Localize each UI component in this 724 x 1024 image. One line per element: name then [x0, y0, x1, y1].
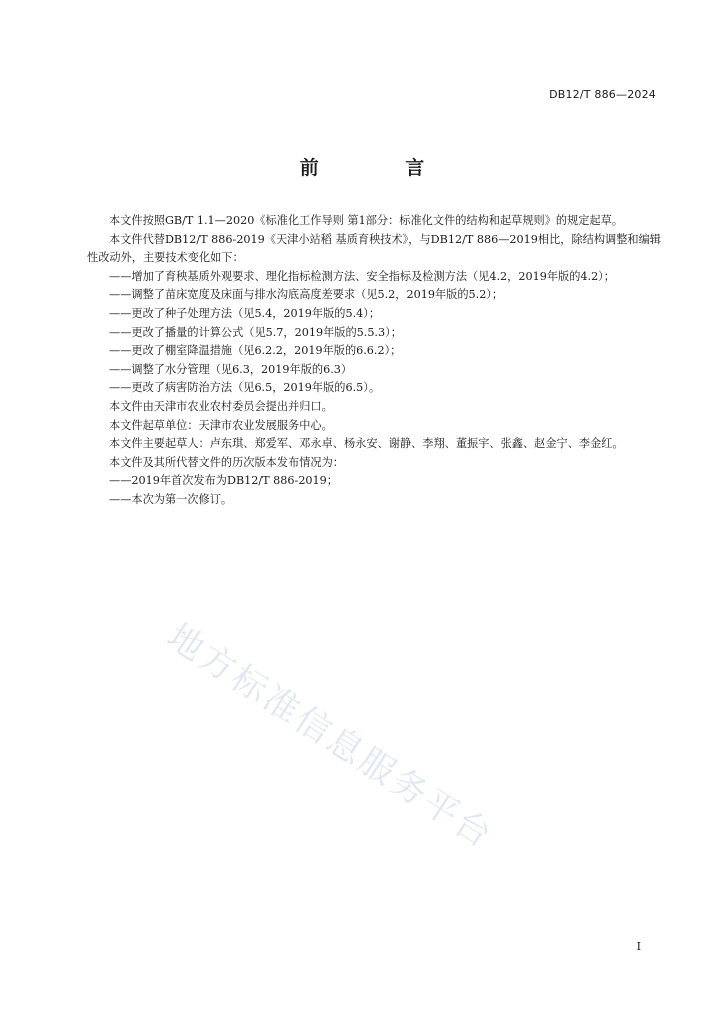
- list-item: ——调整了苗床宽度及床面与排水沟底高度差要求（见5.2，2019年版的5.2）；: [109, 288, 504, 302]
- version-history-list: [87, 472, 661, 509]
- list-item: ——本次为第一次修订。: [109, 492, 233, 506]
- list-item: ——更改了棚室降温措施（见6.2.2，2019年版的6.6.2）；: [109, 344, 402, 358]
- foreword-body: [87, 212, 661, 510]
- drafting-basis-paragraph: 本文件按照GB/T 1.1—2020《标准化工作导则 第1部分：标准化文件的结构和起草规则》的规定起草。: [109, 214, 624, 227]
- history-intro-paragraph: 本文件及其所代替文件的历次版本发布情况为：: [109, 455, 344, 469]
- document-code: DB12/T 886—2024: [549, 88, 656, 101]
- page-title: 前 言: [299, 157, 465, 179]
- list-item: ——更改了种子处理方法（见5.4，2019年版的5.4）；: [109, 306, 381, 320]
- list-item: ——增加了育秧基质外观要求、理化指标检测方法、安全指标及检测方法（见4.2，2019年版的4.2）；: [109, 269, 615, 283]
- list-item: ——2019年首次发布为DB12/T 886-2019；: [109, 474, 338, 488]
- proposer-paragraph: 本文件由天津市农业农村委员会提出并归口。: [109, 399, 333, 413]
- list-item: ——调整了水分管理（见6.3，2019年版的6.3）: [109, 362, 353, 376]
- page-number: I: [636, 940, 641, 953]
- drafting-unit-paragraph: 本文件起草单位：天津市农业发展服务中心。: [109, 418, 333, 432]
- drafters-paragraph: 本文件主要起草人：卢东琪、郑爱军、邓永卓、杨永安、谢静、李翔、董振宇、张鑫、赵金宁、李金红。: [109, 437, 624, 451]
- list-item: ——更改了播量的计算公式（见5.7，2019年版的5.5.3）；: [109, 325, 402, 339]
- list-item: ——更改了病害防治方法（见6.5，2019年版的6.5）。: [109, 381, 381, 395]
- watermark: 地方标准信息服务平台: [159, 616, 501, 858]
- technical-changes-list: [87, 268, 661, 398]
- replacement-paragraph: 本文件代替DB12/T 886-2019《天津小站稻 基质育秧技术》，与DB12/T 886—2019相比，除结构调整和编辑性改动外，主要技术变化如下：: [87, 232, 661, 265]
